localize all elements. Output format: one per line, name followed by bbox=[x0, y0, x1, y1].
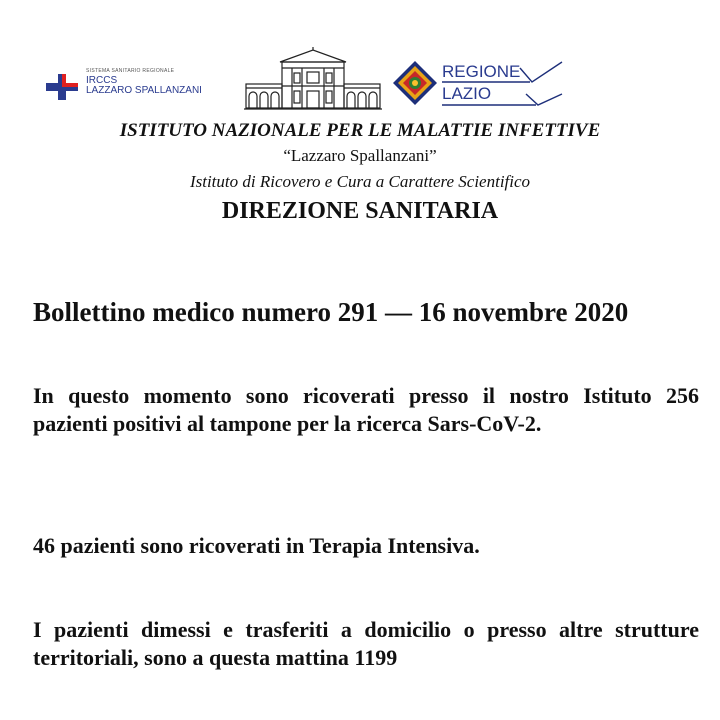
institute-building-icon bbox=[244, 46, 382, 112]
bulletin-paragraph-1: In questo momento sono ricoverati presso il nostro Istituto 256 pazienti positivi al tampone per la ricerca Sars-CoV-2. bbox=[33, 383, 699, 436]
regione-line1: REGIONE bbox=[442, 62, 521, 81]
regione-lazio-lines-icon bbox=[390, 58, 566, 110]
bulletin-title: Bollettino medico numero 291 — 16 novembre 2020 bbox=[33, 297, 629, 327]
irccs-small-text: SISTEMA SANITARIO REGIONALE bbox=[86, 68, 175, 74]
bulletin-paragraph-3: I pazienti dimessi e trasferiti a domicilio o presso altre strutture territoriali, sono a questa mattina 1199 bbox=[33, 617, 699, 670]
institute-name-heading: ISTITUTO NAZIONALE PER LE MALATTIE INFETTIVE bbox=[119, 120, 601, 141]
regione-lazio-logo bbox=[390, 58, 566, 110]
institute-proper-name: “Lazzaro Spallanzani” bbox=[283, 146, 437, 165]
irccs-spallanzani-logo bbox=[46, 62, 236, 106]
bulletin-paragraph-2: 46 pazienti sono ricoverati in Terapia Intensiva. bbox=[33, 533, 480, 558]
regione-line2: LAZIO bbox=[442, 84, 492, 103]
irccs-line1: IRCCS bbox=[86, 75, 118, 86]
medical-cross-icon bbox=[46, 74, 78, 100]
irccs-line2: LAZZARO SPALLANZANI bbox=[86, 85, 202, 96]
direction-heading: DIREZIONE SANITARIA bbox=[221, 198, 499, 224]
institute-subtitle: Istituto di Ricovero e Cura a Carattere Scientifico bbox=[189, 172, 531, 191]
